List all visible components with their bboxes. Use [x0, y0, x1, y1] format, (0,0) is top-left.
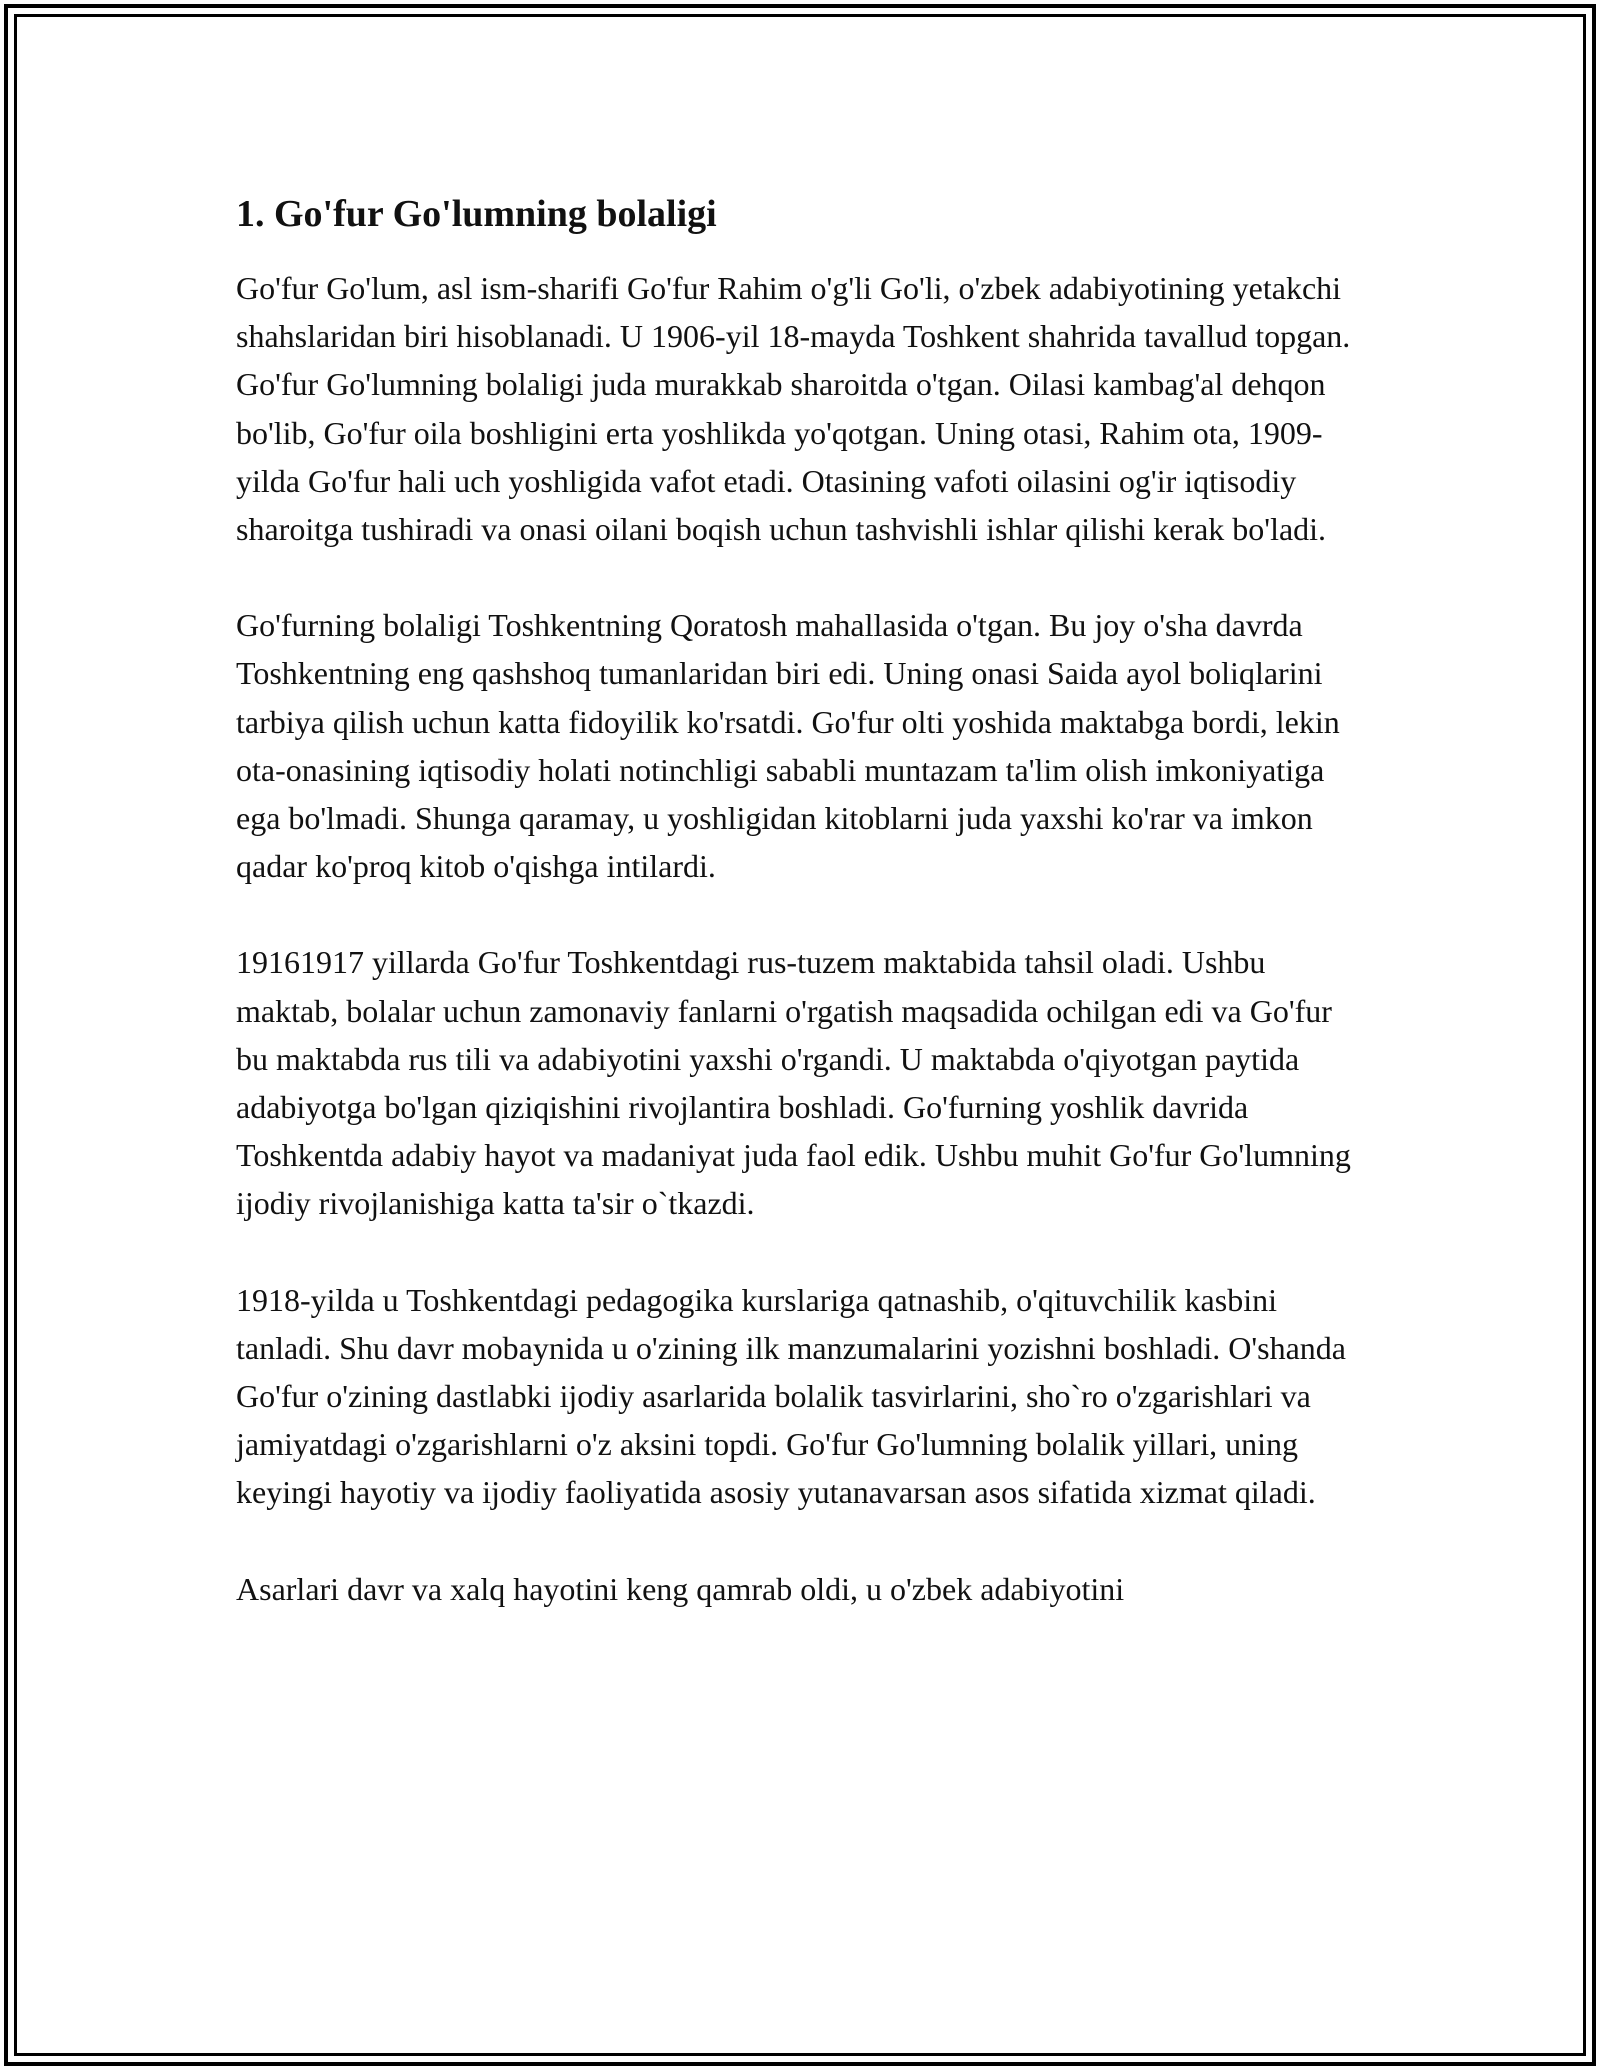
section-heading: 1. Go'fur Go'lumning bolaligi [236, 193, 717, 235]
paragraph-5: Asarlari davr va xalq hayotini keng qamrab oldi, u o'zbek adabiyotini [236, 1570, 1125, 1607]
paragraph-2: Go'furning bolaligi Toshkentning Qoratosh mahallasida o'tgan. Bu joy o'sha davrda Toshkentning eng qashshoq tumanlaridan biri edi. Uning onasi Saida ayol boliqlarini tarbiya qilish uchun katta fidoyilik ko'rsatdi. Go'fur olti yoshida maktabga bordi, lekin ota-onasining iqtisodiy holati notinchligi sababli muntazam ta'lim olish imkoniyatiga ega bo'lmadi. Shunga qaramay, u yoshligidan kitoblarni juda yaxshi ko'rar va imkon qadar ko'proq kitob o'qishga intilardi. [236, 607, 1340, 885]
paragraph-4: 1918-yilda u Toshkentdagi pedagogika kurslariga qatnashib, o'qituvchilik kasbini tanladi. Shu davr mobaynida u o'zining ilk manzumalarini yozishni boshladi. O'shanda Go'fur o'zining dastlabki ijodiy asarlarida bolalik tasvirlarini, sho`ro o'zgarishlari va jamiyatdagi o'zgarishlarni o'z aksini topdi. Go'fur Go'lumning bolalik yillari, uning keyingi hayotiy va ijodiy faoliyatida asosiy yutanavarsan asos sifatida xizmat qiladi. [236, 1281, 1346, 1511]
paragraph-1: Go'fur Go'lum, asl ism-sharifi Go'fur Rahim o'g'li Go'li, o'zbek adabiyotining yetakchi shahslaridan biri hisoblanadi. U 1906-yil 18-mayda Toshkent shahrida tavallud topgan. Go'fur Go'lumning bolaligi juda murakkab sharoitda o'tgan. Oilasi kambag'al dehqon bo'lib, Go'fur oila boshligini erta yoshlikda yo'qotgan. Uning otasi, Rahim ota, 1909-yilda Go'fur hali uch yoshligida vafot etadi. Otasining vafoti oilasini og'ir iqtisodiy sharoitga tushiradi va onasi oilani boqish uchun tashvishli ishlar qilishi kerak bo'ladi. [236, 270, 1351, 548]
paragraph-3: 19161917 yillarda Go'fur Toshkentdagi rus-tuzem maktabida tahsil oladi. Ushbu maktab, bolalar uchun zamonaviy fanlarni o'rgatish maqsadida ochilgan edi va Go'fur bu maktabda rus tili va adabiyotini yaxshi o'rgandi. U maktabda o'qiyotgan paytida adabiyotga bo'lgan qiziqishini rivojlantira boshladi. Go'furning yoshlik davrida Toshkentda adabiy hayot va madaniyat juda faol edik. Ushbu muhit Go'fur Go'lumning ijodiy rivojlanishiga katta ta'sir o`tkazdi. [236, 944, 1351, 1222]
document-body [236, 186, 1366, 1661]
